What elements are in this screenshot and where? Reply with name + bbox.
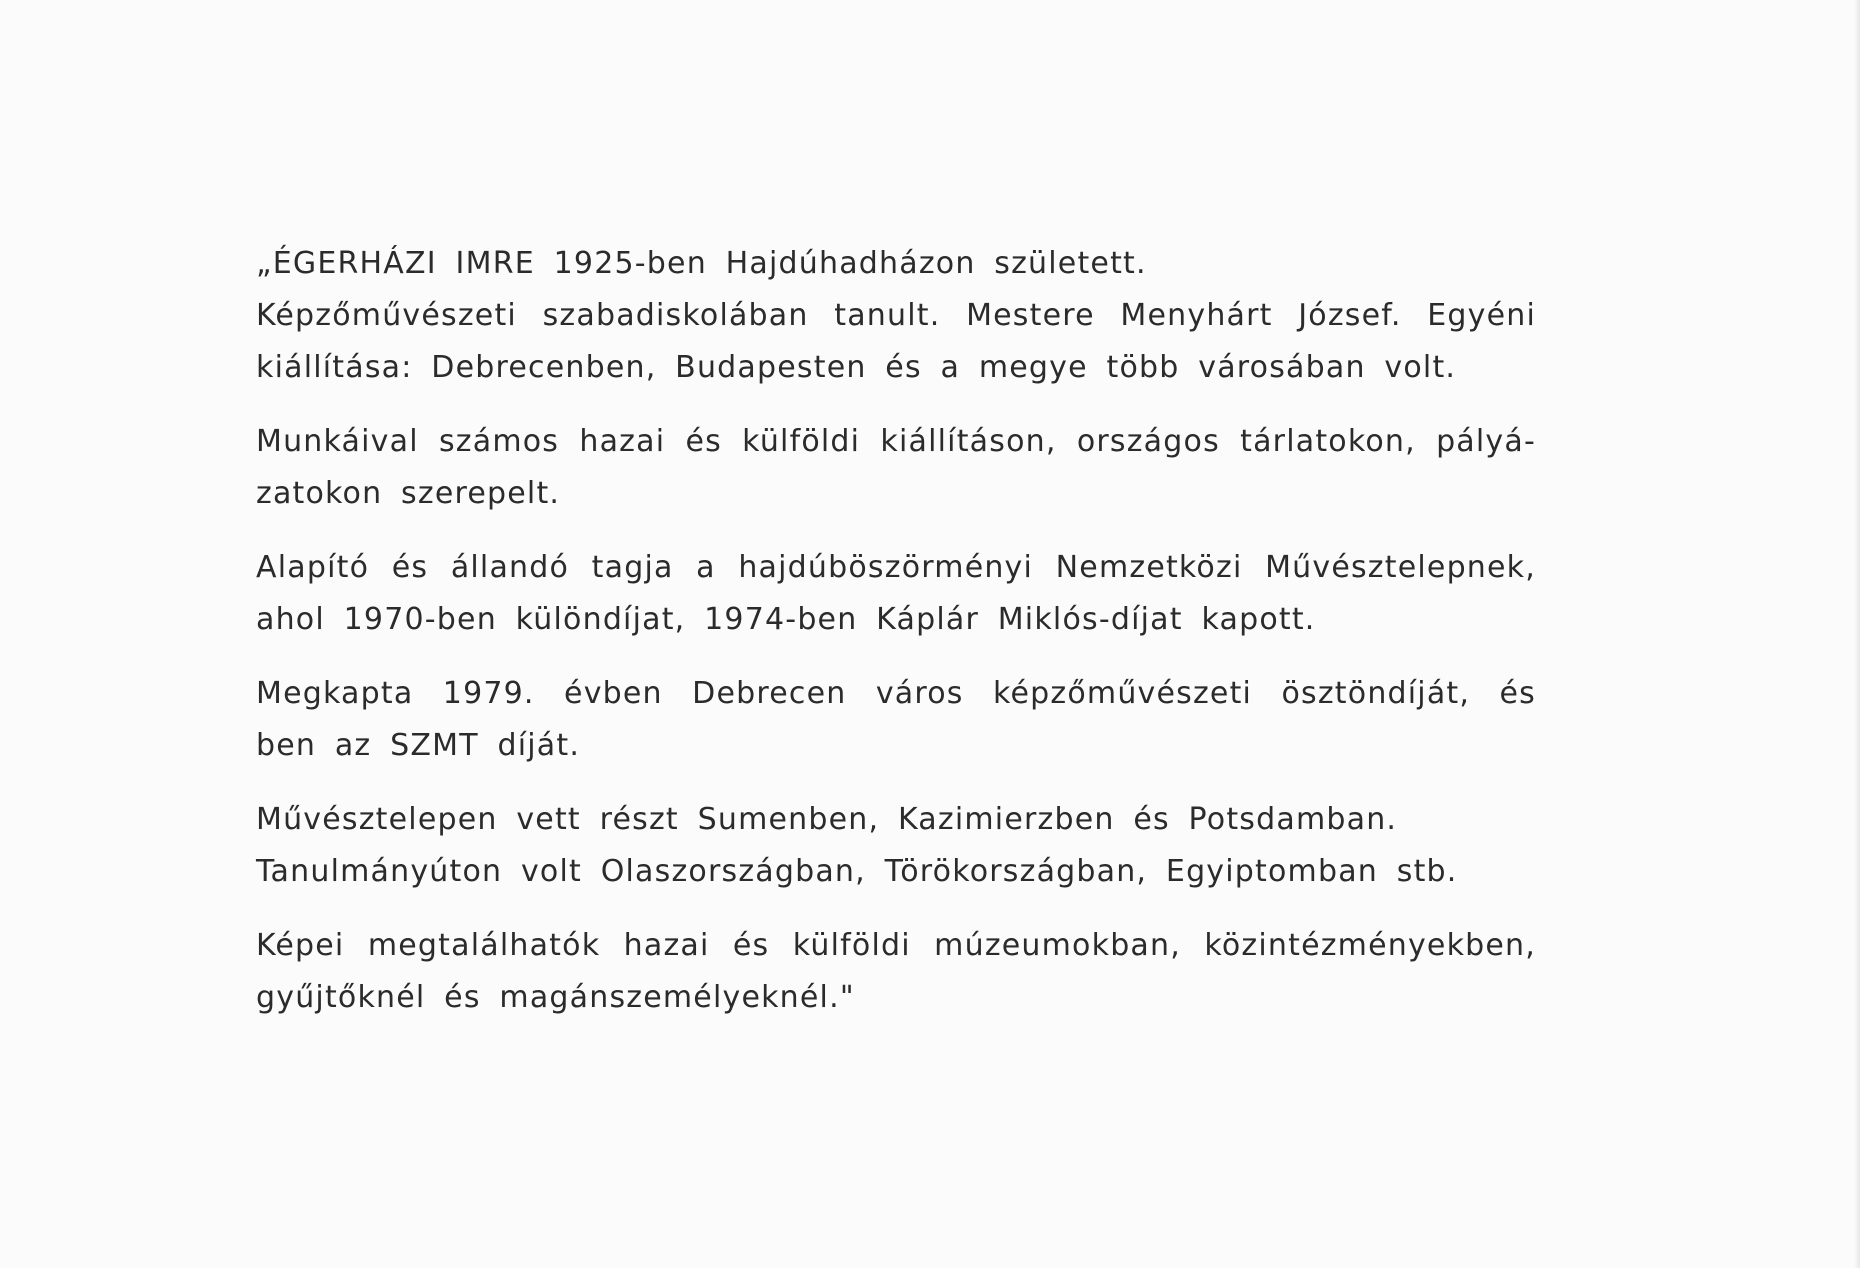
text-line: zatokon szerepelt. (256, 476, 561, 511)
text-line: Művésztelepen vett részt Sumenben, Kazimierzben és Potsdamban. (256, 802, 1398, 837)
text-line: Képei megtalálhatók hazai és külföldi múzeumokban, közintézményekben, (256, 928, 1536, 963)
text-line: Munkáival számos hazai és külföldi kiállításon, országos tárlatokon, pályá- (256, 424, 1536, 459)
text-line: Alapító és állandó tagja a hajdúböszörményi Nemzetközi Művésztelepnek, (256, 550, 1536, 585)
text-line: Tanulmányúton volt Olaszországban, Törökországban, Egyiptomban stb. (256, 854, 1458, 889)
paragraph-awards (256, 668, 1536, 772)
text-line: „ÉGERHÁZI IMRE 1925-ben Hajdúhadházon született. (256, 246, 1147, 281)
paragraph-collections (256, 920, 1536, 1024)
paragraph-travels (256, 794, 1536, 898)
text-line: Megkapta 1979. évben Debrecen város képzőművészeti ösztöndíját, és (256, 676, 1536, 711)
text-line: gyűjtőknél és magánszemélyeknél." (256, 980, 855, 1015)
paragraph-birth-studies (256, 238, 1536, 394)
text-line: kiállítása: Debrecenben, Budapesten és a megye több városában volt. (256, 350, 1457, 385)
text-line: ben az SZMT díját. (256, 728, 581, 763)
paragraph-exhibitions (256, 416, 1536, 520)
text-line: ahol 1970-ben különdíjat, 1974-ben Káplár Miklós-díjat kapott. (256, 602, 1316, 637)
paragraph-art-colony (256, 542, 1536, 646)
text-line: Képzőművészeti szabadiskolában tanult. Mestere Menyhárt József. Egyéni (256, 298, 1536, 333)
page-edge-shadow (1854, 0, 1860, 1268)
biography-text (256, 238, 1536, 1046)
